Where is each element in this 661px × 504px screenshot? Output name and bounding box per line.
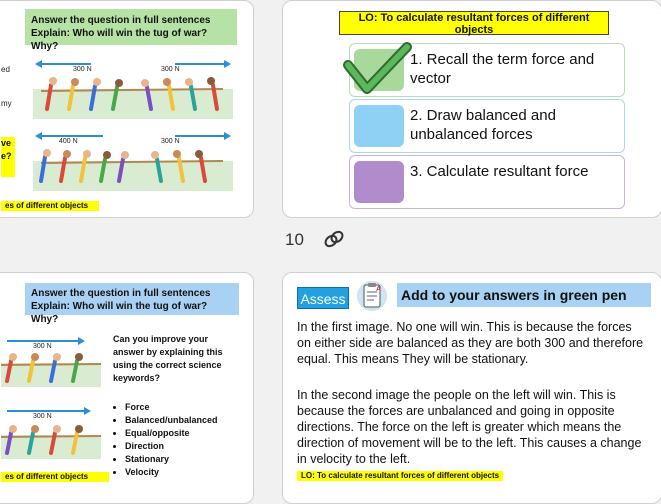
slide-thumbnail-1[interactable] [0,0,254,218]
keyword-item: • Direction [125,440,218,453]
question-line-2: Explain: Who will win the tug of war? Why? [31,28,208,52]
objective-3 [349,155,625,209]
question-line-1: Answer the question in full sentences [31,288,211,299]
checkmark-icon [343,41,413,99]
objective-1-label: 1. Recall the term force and vector [410,51,595,87]
force-label: 300 N [33,413,52,420]
question-box [25,9,237,52]
assess-label: Assess [297,287,349,309]
force-label: 300 N [33,343,52,350]
lo-strip: es of different objects [1,472,109,482]
slide-fragment-text: my [1,99,12,108]
keyword-item: • Stationary [125,453,218,466]
slide-number: 10 [285,230,304,249]
slide-fragment-text: e? [1,151,12,161]
question-box [25,283,239,325]
answer-paragraph-1: In the first image. No one will win. This is because the forces on either side are balanced as they are both 300 and therefore equal. This means They will be stationary. [297,320,644,366]
tug-of-war-image-unbalanced [1,403,101,459]
answer-paragraph-2: In the second image the people on the left will win. This is because the forces are unbalanced and going in opposite directions. The force on the left is greater which means the direction of movement will be to the left. This causes a change in velocity to the left. [297,388,642,466]
keyword-item: • Balanced/unbalanced [125,414,218,427]
link-icon[interactable] [322,228,346,250]
lo-strip: es of different objects [1,201,99,211]
tug-of-war-image-balanced [33,55,233,119]
slide-thumbnail-2[interactable] [282,0,661,218]
keyword-list [113,401,218,479]
objective-2 [349,99,625,153]
slide-fragment-yellow [1,137,15,177]
objective-2-swatch [354,105,404,147]
keyword-item: • Force [125,401,218,414]
improve-prompt: Can you improve your answer by explaining this using the correct science keywords? [113,334,223,383]
keyword-item: • Equal/opposite [125,427,218,440]
objective-2-label: 2. Draw balanced and unbalanced forces [410,107,556,143]
force-label-right: 300 N [161,66,180,73]
tug-of-war-image-unbalanced [33,127,233,191]
force-label-left: 400 N [59,138,78,145]
lo-title-box [339,11,609,35]
tug-of-war-image-balanced [1,333,101,387]
svg-text:A: A [376,286,382,293]
keyword-item: • Velocity [125,466,218,479]
lo-title: LO: To calculate resultant forces of different objects [358,12,590,36]
force-label-right: 300 N [161,138,180,145]
question-line-2: Explain: Who will win the tug of war? Why? [31,301,208,325]
slide-thumbnail-4[interactable] [282,272,661,504]
assess-heading: Add to your answers in green pen [397,283,651,307]
objective-3-swatch [354,161,404,203]
slide-fragment-text: ed [1,65,10,74]
question-line-1: Answer the question in full sentences [31,15,211,26]
objective-3-label: 3. Calculate resultant force [410,163,589,180]
slide-fragment-text: ve [1,138,12,148]
slide-thumbnail-3[interactable] [0,272,254,504]
clipboard-icon [357,279,387,313]
force-label-left: 300 N [73,66,92,73]
lo-strip: LO: To calculate resultant forces of different objects [297,471,503,481]
